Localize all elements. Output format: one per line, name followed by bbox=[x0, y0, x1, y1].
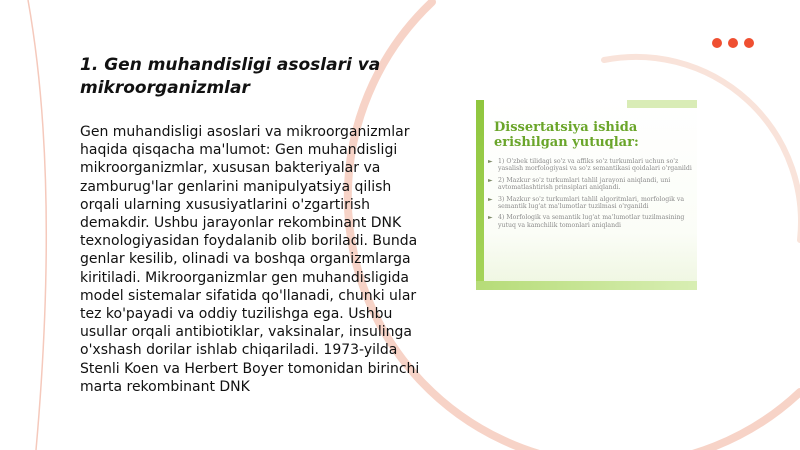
embedded-slide-thumbnail bbox=[476, 100, 697, 290]
thumbnail-list-item bbox=[488, 196, 692, 211]
thumbnail-item-text: 1) O'zbek tilidagi so'z va affiks so'z turkumlari uchun so'z yasalish morfologiyasi va so'z semantikasi qoidalari o'rganildi bbox=[498, 158, 692, 173]
thumbnail-top-band bbox=[627, 100, 697, 108]
dot-icon bbox=[728, 38, 738, 48]
thumbnail-item-text: 4) Morfologik va semantik lug'at ma'lumotlar tuzilmasining yutuq va kamchilik tomonlari aniqlandi bbox=[498, 214, 685, 229]
thumbnail-list-item bbox=[488, 214, 692, 229]
dot-icon bbox=[712, 38, 722, 48]
thumbnail-bullet-list bbox=[488, 158, 692, 233]
arrow-bullet-icon: ► bbox=[488, 176, 493, 184]
thumbnail-left-band bbox=[476, 100, 484, 290]
slide-body-text: Gen muhandisligi asoslari va mikroorganizmlar haqida qisqacha ma'lumot: Gen muhandisligi mikroorganizmlar, xususan bakteriyalar va zamburug'lar genlarini manipulyatsiya qilish orqali ularning xususiyatlarini o'zgartirish demakdir. Ushbu jarayonlar rekombinant DNK texnologiyasidan foydalanib olib boriladi. Bunda genlar kesilib, olinadi va boshqa organizmlarga kiritiladi. Mikroorganizmlar gen muhandisligida model sistemalar sifatida qo'llanadi, chunki ular tez ko'payadi va oddiy tuzilishga ega. Ushbu usullar orqali antibiotiklar, vaksinalar, insulinga o'xshash dorilar ishlab chiqariladi. 1973-yilda Stenli Koen va Herbert Boyer tomonidan birinchi marta rekombinant DNK bbox=[80, 124, 420, 395]
accent-dots bbox=[712, 38, 754, 48]
thumbnail-list-item bbox=[488, 177, 692, 192]
thumbnail-item-text: 2) Mazkur so'z turkumlari tahlil jarayoni aniqlandi, uni avtomatlashtirish prinsiplari aniqlandi. bbox=[498, 176, 671, 192]
arrow-bullet-icon: ► bbox=[488, 214, 493, 222]
dot-icon bbox=[744, 38, 754, 48]
slide-title: 1. Gen muhandisligi asoslari va mikroorganizmlar bbox=[80, 55, 381, 98]
arrow-bullet-icon: ► bbox=[488, 158, 493, 165]
thumbnail-bottom-band bbox=[476, 281, 697, 290]
arrow-bullet-icon: ► bbox=[488, 195, 493, 203]
thumbnail-title: Dissertatsiya ishida erishilgan yutuqlar: bbox=[494, 120, 639, 150]
thumbnail-item-text: 3) Mazkur so'z turkumlari tahlil algoritmlari, morfologik va semantik lug'at ma'lumotlar tuzilmasi o'rganildi bbox=[498, 195, 685, 211]
thumbnail-list-item bbox=[488, 158, 692, 173]
